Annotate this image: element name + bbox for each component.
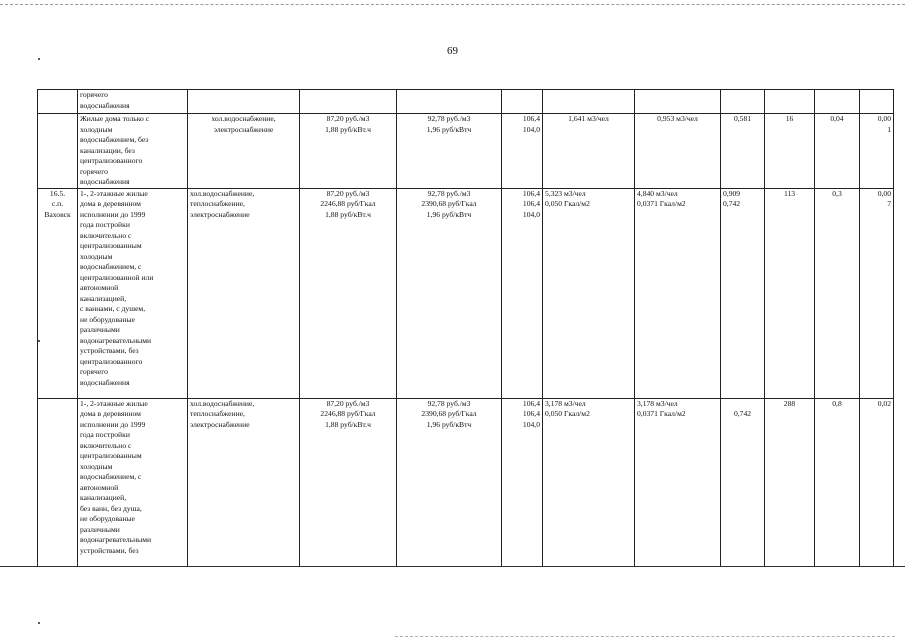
cell-description: 1-, 2-этажные жилые дома в деревянном исполнении до 1999 года постройки включительно с централизованным холодным водоснабжением, с автономной канализацией, без ванн, без душа, не оборудованые различными водонагревательными устройствами, без xyxy=(78,398,188,566)
scan-edge-bottom xyxy=(395,636,895,637)
cell-c12: 0,00 1 xyxy=(860,114,894,189)
cell-id xyxy=(38,90,78,114)
cell-norm-old: 1,641 м3/чел xyxy=(543,114,635,189)
cell-coef: 0,581 xyxy=(721,114,765,189)
cell-index: 106,4 106,4 104,0 xyxy=(502,188,543,398)
cell-c11 xyxy=(815,90,860,114)
cell-tariff-old: 87,20 руб./м3 2246,88 руб/Гкал 1,88 руб/кВт.ч xyxy=(300,188,397,398)
cell-description: 1-, 2-этажные жилые дома в деревянном исполнении до 1999 года постройки включительно с централизованным холодным водоснабжением, с централизованной или автономной канализацией, с ваннами, с душем, не оборудованые различными водонагревательными устройствами, без централизованного горячего водоснабжения xyxy=(78,188,188,398)
scan-dot xyxy=(38,622,40,624)
cell-services: хол.водоснабжение, теплоснабжение, электроснабжение xyxy=(188,188,300,398)
cell-norm-old xyxy=(543,90,635,114)
cell-tariff-old: 87,20 руб./м3 2246,88 руб/Гкал 1,88 руб/кВт.ч xyxy=(300,398,397,566)
cell-tariff-new: 92,78 руб./м3 2390,68 руб/Гкал 1,96 руб/кВтч xyxy=(397,398,502,566)
scan-edge-top xyxy=(0,4,905,5)
page-number: 69 xyxy=(447,45,458,57)
cell-c12 xyxy=(860,90,894,114)
page-cut-line xyxy=(0,566,905,567)
cell-norm-new: 0,953 м3/чел xyxy=(635,114,721,189)
cell-norm-new: 3,178 м3/чел 0,0371 Гкал/м2 xyxy=(635,398,721,566)
cell-tariff-new: 92,78 руб./м3 2390,68 руб/Гкал 1,96 руб/кВтч xyxy=(397,188,502,398)
cell-coef: 0,909 0,742 xyxy=(721,188,765,398)
cell-id xyxy=(38,398,78,566)
cell-count: 16 xyxy=(765,114,815,189)
cell-norm-old: 3,178 м3/чел 0,050 Гкал/м2 xyxy=(543,398,635,566)
cell-norm-new: 4,840 м3/чел 0,0371 Гкал/м2 xyxy=(635,188,721,398)
cell-description: Жилые дома только с холодным водоснабжением, без канализации, без централизованного горячего водоснабжения xyxy=(78,114,188,189)
table-row xyxy=(38,398,894,566)
cell-id xyxy=(38,114,78,189)
cell-index xyxy=(502,90,543,114)
cell-services: хол.водоснабжение, электроснабжение xyxy=(188,114,300,189)
table-row xyxy=(38,188,894,398)
cell-c12: 0,00 7 xyxy=(860,188,894,398)
scan-dot xyxy=(38,58,40,60)
cell-index: 106,4 104,0 xyxy=(502,114,543,189)
cell-c11: 0,04 xyxy=(815,114,860,189)
table-row xyxy=(38,90,894,114)
cell-id: 16.5. с.п. Ваховск xyxy=(38,188,78,398)
cell-index: 106,4 106,4 104,0 xyxy=(502,398,543,566)
tariff-table xyxy=(37,89,894,567)
cell-count xyxy=(765,90,815,114)
cell-count: 113 xyxy=(765,188,815,398)
cell-tariff-old: 87,20 руб./м3 1,88 руб/кВт.ч xyxy=(300,114,397,189)
cell-tariff-new xyxy=(397,90,502,114)
cell-c11: 0,3 xyxy=(815,188,860,398)
cell-c12: 0,02 xyxy=(860,398,894,566)
cell-coef: 0,742 xyxy=(721,398,765,566)
cell-coef xyxy=(721,90,765,114)
table-row xyxy=(38,114,894,189)
cell-services xyxy=(188,90,300,114)
cell-tariff-new: 92,78 руб./м3 1,96 руб/кВтч xyxy=(397,114,502,189)
cell-tariff-old xyxy=(300,90,397,114)
cell-services: хол.водоснабжение, теплоснабжение, электроснабжение xyxy=(188,398,300,566)
cell-count: 288 xyxy=(765,398,815,566)
cell-description: горячего водоснабжения xyxy=(78,90,188,114)
cell-norm-new xyxy=(635,90,721,114)
cell-norm-old: 5,323 м3/чел 0,050 Гкал/м2 xyxy=(543,188,635,398)
cell-c11: 0,8 xyxy=(815,398,860,566)
